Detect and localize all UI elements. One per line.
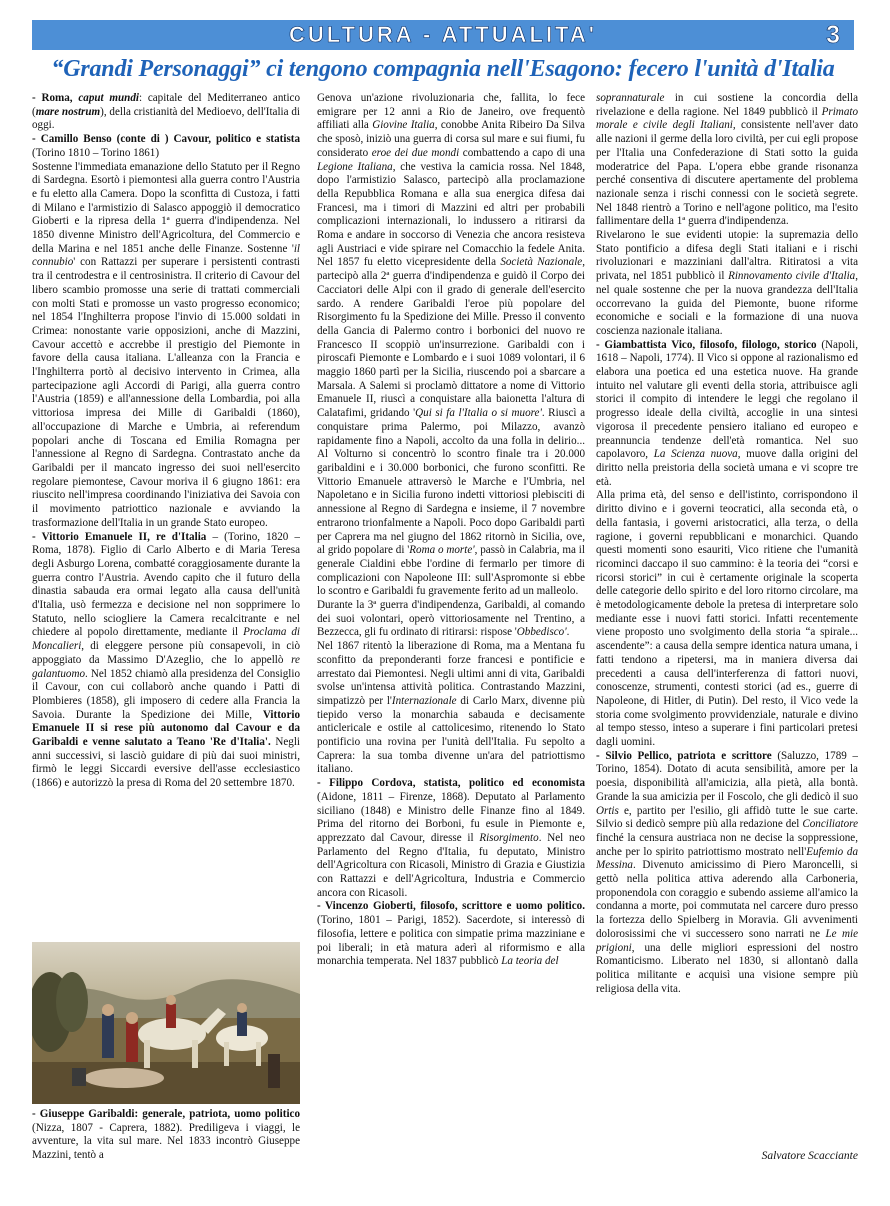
article-headline: “Grandi Personaggi” ci tengono compagnia nell'Esagono: fecero l'unità d'Italia <box>51 56 835 82</box>
gar-eroe: eroe dei due mondi <box>371 146 460 159</box>
roma-heading: - Roma, <box>32 92 73 104</box>
cordova-heading: - Filippo Cordova, statista, politico ed economista <box>317 777 585 790</box>
pellico-body-5: , una delle migliori espressioni del nostro Romanticismo. Liberato nel 1830, si allontanò dalla politica militante e acquisì una visione sempre più religiosa della vita. <box>596 941 858 995</box>
cordova-body-2: . Nel neo Parlamento del Regno d'Italia, fu deputato, Ministro dell'Agricoltura con Ricasoli, Ministro di Grazia e Giustizia con Rattazzi e dell'Agricoltura, Industria e Commercio ancora con Ricasoli. <box>317 831 585 899</box>
vico-body-2: , muove dalla origini del diritto nella preistoria della società umana e vi scopre tre età. <box>596 448 858 488</box>
gar-legione: Legione Italiana <box>317 160 393 173</box>
roma-mare: mare nostrum <box>35 105 101 118</box>
gio-soprannaturale: soprannaturale <box>596 92 665 104</box>
ve-body-1: – (Torino, 1820 – Roma, 1878). Figlio di Carlo Alberto e di Maria Teresa degli Asburgo Lorena, combatté coraggiosamente durante la guerra contro l'Austria. Avendo capito che il futuro della dinastia sabauda era ormai legato alla causa dell'unità d'Italia, usò fermezza e decisione nel non sopprimere lo Statuto, nello sciogliere la Camera recalcitrante e nel chiedere al popolo direttamente, mediante il <box>32 530 300 639</box>
garibaldi-painting-image <box>32 942 300 1104</box>
ve-body-3: . Nel 1852 chiamò alla presidenza del Consiglio il Cavour, con cui collaborò anche quando i Patti di Plombieres (1858), gli imposero di cedere alla Francia la Savoia. Durante la Spedizione dei Mille, <box>32 667 300 721</box>
gioberti-body-1: (Torino, 1801 – Parigi, 1852). Sacerdote, si interessò di filosofia, lettere e politica con simpatie prima mazziniane e poi liberali; in età matura aderì al riformismo e alla monarchia temperata. Nel 1837 pubblicò <box>317 914 585 968</box>
ve-body-4: Negli anni successivi, si lasciò guidare di più dai suoi ministri, firmò le leggi Siccardi eversive dell'asse ecclesiastico (1866) e autorizzò la presa di Roma del 20 settembre 1870. <box>32 736 300 790</box>
vittorio-emanuele-paragraph <box>32 531 300 791</box>
garibaldi-photo <box>32 942 300 1104</box>
garibaldi-paragraph-2 <box>317 599 585 640</box>
column-2 <box>317 92 585 1164</box>
gio-body-4: , nel quale sostenne che per la nuova grandezza dell'Italia occorrevano la guida del Piemonte, buone riforme economiche e sociali e la formazione di una nuova coscienza nazionale italiana. <box>596 270 858 337</box>
section-banner <box>32 20 854 50</box>
garibaldi-paragraph <box>317 92 585 599</box>
vico-scienza: La Scienza nuova <box>653 448 738 461</box>
section-title: CULTURA - ATTUALITA' <box>289 22 597 47</box>
vico-heading: - Giambattista Vico, filosofo, filologo, storico <box>596 338 817 351</box>
gar-body-7: , passò in Calabria, ma il generale Cialdini ebbe l'ordine di fermarlo per timore di complicazioni con Napoleone III: sull'Aspromonte si ebbe lo scontro e Garibaldi fu gravemente ferito ad un malleolo. <box>317 544 585 598</box>
photo-caption <box>32 1108 300 1163</box>
cordova-body-1: (Aidone, 1811 – Firenze, 1868). Deputato al Parlamento siciliano (1848) e Ministro delle Finanze fino al 1849. Prima del ritorno dei Borboni, fu esule in Piemonte e, apprezzato dal Cavour, diresse il <box>317 790 585 844</box>
vico-body-3: Alla prima età, del senso e dell'istinto, corrispondono il diritto divino e i governi teocratici, alla seconda età, o della fantasia, i governi aristocratici, alla terza, o della ragione, i governi repubblicani e monarchici. Quando questi momenti sono esauriti, Vico ritiene che l'umanità ricominci daccapo il suo cammino: è la teoria dei “corsi e ricorsi storici” in cui è certamente originale la scoperta delle categorie dello spirito e del loro ritorno circolare, ma è metodologicamente debole la pretesa di interpretare solo mediante esse i nuovi fatti storici. Infatti recentemente viene proposto uno svolgimento della storia “a spirale... ascendente”: a causa della sempre identica natura umana, i fatti tendono a ripetersi, ma in maniera diversa dai precedenti a causa dell'interferenza di fattori nuovi, conoscenze, strumenti, contesti storici (ad es., guerre di Napoleone, di Hitler, di Putin). Del resto, il Vico vede la storia come svolgimento provvidenziale, naturale e divino al tempo stesso, inteso a superare i fini particolari pretesi dagli uomini. <box>596 489 858 749</box>
ve-galantuomo: re galantuomo <box>32 653 300 680</box>
gar-societa: Società Nazionale <box>500 256 583 269</box>
caption-text: (Nizza, 1807 - Caprera, 1882). Prediligeva i viaggi, le avventure, la vita sul mare. Nel 1833 incontrò Giuseppe Mazzini, tentò a <box>32 1121 300 1162</box>
gioberti-heading: - Vincenzo Gioberti, filosofo, scrittore e uomo politico. <box>317 900 585 913</box>
ve-body-2: , di eleggere persone più consapevoli, in ciò appoggiato da Massimo D'Azeglio, che lo appellò <box>32 640 300 666</box>
gar-body-9: . <box>566 626 570 639</box>
cavour-dates: (Torino 1810 – Torino 1861) <box>32 146 160 159</box>
gar-internazionale: Internazionale <box>391 694 457 707</box>
pellico-body-3: finché la censura austriaca non ne decise la soppressione, anche per lo spirito patriottismo mostrato nell' <box>596 831 858 858</box>
gar-giovine: Giovine Italia <box>372 119 435 132</box>
pellico-conciliatore: Conciliatore <box>802 818 858 831</box>
ve-proclama: Proclama di Moncalieri <box>32 626 300 653</box>
vico-paragraph-2 <box>596 489 858 749</box>
gioberti-continued <box>596 92 858 229</box>
pellico-body-4: . Divenuto amicissimo di Piero Maroncelli, si gettò nella politica attiva aderendo alla Carboneria, proponendola con coraggio e subendo assieme all'amico la condanna a morte, poi commutata nel carcere duro presso la fortezza dello Spielberg in Moravia. Gli avvenimenti dolorosissimi che vi successero sono narrati ne <box>596 859 858 940</box>
vico-paragraph <box>596 339 858 490</box>
pellico-body-1: (Saluzzo, 1789 – Torino, 1854). Dotato di acuta sensibilità, amore per la poesia, disponibilità all'amicizia, alla pietà, alla bontà. Grande la sua amicizia per il Foscolo, che gli dedicò il suo <box>596 749 858 803</box>
pellico-paragraph <box>596 750 858 997</box>
caption-heading: - Giuseppe Garibaldi: generale, patriota, uomo politico <box>32 1108 300 1120</box>
roma-text-1: : capitale del Mediterraneo antico ( <box>32 92 300 118</box>
gioberti-paragraph <box>317 900 585 969</box>
cavour-body-1: Sostenne l'immediata emanazione dello Statuto per il Regno di Sardegna. Esortò i piemontesi alla guerra contro l'Austria e fu eletto alla Camera. Dopo la sconfitta di Custoza, i fatti di Milano e l'armistizio di Salasco appoggiò il democratico Gioberti e la ripresa della 1ª guerra d'indipendenza. Nel 1850 divenne Ministro dell'Agricoltura, del Commercio e della Marina e nel 1851 anche delle Finanze. Sostenne ' <box>32 160 300 255</box>
cavour-body <box>32 161 300 531</box>
garibaldi-paragraph-3 <box>317 640 585 777</box>
cavour-paragraph <box>32 133 300 160</box>
ve-heading: - Vittorio Emanuele II, re d'Italia <box>32 530 207 543</box>
gar-body-8: Durante la 3ª guerra d'indipendenza, Garibaldi, al comando dei suoi volontari, operò vittoriosamente nel Trentino, a Bezzecca, gli fu ordinato di ritirarsi: rispose ' <box>317 599 585 639</box>
gar-body-10: Nel 1867 ritentò la liberazione di Roma, ma a Mentana fu sconfitto da preponderanti forze francesi e pontificie e arrestato dai Piemontesi. Negli ultimi anni di vita, Garibaldi svolse un'intensa attività politica. Contrastando Mazzini, simpatizzò per l' <box>317 640 585 707</box>
gioberti-teoria: La teoria del <box>501 955 559 968</box>
cavour-connubio: il connubio <box>32 242 300 269</box>
gar-qui: Qui si fa l'Italia o si muore' <box>415 407 542 420</box>
gio-body-3: Rivelarono le sue evidenti utopie: la supremazia dello Stato pontificio a difesa degli Stati italiani e i rischi rivoluzionari e mazziniani dall'altra. Ritiratosi a vita privata, nel 1851 pubblicò il <box>596 229 858 283</box>
roma-italic: caput mundi <box>78 92 139 104</box>
pellico-eufemio: Eufemio da Messina <box>596 845 858 872</box>
column-1 <box>32 92 300 932</box>
gar-body-2: , conobbe Anita Ribeiro Da Silva che sposò, iniziò una guerra di corsa sul mare e sui fiumi, fu considerato <box>317 119 585 159</box>
vico-body-1: (Napoli, 1618 – Napoli, 1774). Il Vico si oppone al razionalismo ed elabora una poetica ed una estetica nuove. Ha grande intuito nel valutare gli eventi della storia, attribuisce agli storici il compito di intendere le leggi che regolano il progresso ideale della civiltà, accoglie in una sintesi vigorosa il precedente pensiero italiano ed europeo e preannuncia tendenze dell'età romantica. Nel suo capolavoro, <box>596 338 858 461</box>
cordova-risorgimento: Risorgimento <box>479 831 539 844</box>
gar-body-11: di Carlo Marx, divenne più tiepido verso la monarchia sabauda e decisamente anticlericale e ostile al cattolicesimo, ritenendo lo Stato pontificio una rovina per l'unità dell'Italia. Fu sepolto a Caprera: la sua tomba divenne un'ara del patriottismo italiano. <box>317 694 585 776</box>
gio-rinnovamento: Rinnovamento civile d'Italia <box>728 270 856 283</box>
pellico-heading: - Silvio Pellico, patriota e scrittore <box>596 749 772 762</box>
gar-body-6: . Riuscì a conquistare prima Palermo, poi Milazzo, avanzò rapidamente fino a Napoli, accolto da una folla in delirio... Al Volturno si concentrò lo scontro finale tra i 20.000 garibaldini e i 30.000 borbonici, che furono sconfitti. Re Vittorio Emanuele attraversò le Marche e l'Umbria, nel Napoletano e in Sicilia furono indetti vittoriosi plebisciti di annessione al Regno di Sardegna e insieme, il 7 novembre entrarono trionfalmente a Napoli. Poco dopo Garibaldi partì per Caprera ma nel giugno del 1862 ritornò in Sicilia, ove, al grido popolare di ' <box>317 407 585 557</box>
roma-text-2: ), della cristianità del Medioevo, dell'Italia di oggi. <box>32 105 300 132</box>
column-3 <box>596 92 858 1150</box>
author-signature: Salvatore Scacciante <box>761 1150 858 1162</box>
gar-obbedisco: Obbedisco' <box>516 626 567 639</box>
gar-body-4: , che vestiva la camicia rossa. Nel 1848, dopo l'armistizio Salasco, partecipò alla proclamazione della Repubblica Romana e alla sua energica difesa dai Francesi, ma i timori di Mazzini ed altri per probabili complicazioni internazionali, lo indussero a ritirarsi da Roma e andare in soccorso di Venezia che ancora resisteva agli Austriaci e vide spirare nel Comacchio la fedele Anita. Nel 1857 fu eletto vicepresidente della <box>317 160 585 269</box>
gar-body-1: Genova un'azione rivoluzionaria che, fallita, lo fece emigrare per 12 anni a Rio de Janeiro, ove frequentò affiliati alla <box>317 92 585 132</box>
gio-body-1: in cui sostiene la concordia della rivelazione e della ragione. Nel 1849 pubblicò il <box>596 92 858 118</box>
ve-bold: Vittorio Emanuele II si rese più autonomo dal Cavour e da Garibaldi e venne salutato a Teano 'Re d'Italia'. <box>32 708 300 749</box>
page-number: 3 <box>826 21 840 49</box>
gar-body-5: , partecipò alla 2ª guerra d'indipendenza e guidò il Corpo dei Cacciatori delle Alpi con il grado di generale dell'esercito sardo. A rendere Garibaldi l'eroe più popolare del Risorgimento fu la Spedizione dei Mille. Presso il convento della Gancia di Palermo contro i borbonici del nuovo re Francesco II scoppiò un'insurrezione. Garibaldi con i piroscafi Piemonte e Lombardo e i suoi 1089 volontari, il 6 maggio 1860 partì per la Sicilia, riuscendo poi a sbarcare a Marsala. A Salemi si proclamò dittatore a nome di Vittorio Emanuele II, riuscì a conquistare alla baionetta l'altura di Calatafimi, gridando ' <box>317 256 585 420</box>
gioberti-continued-2 <box>596 229 858 339</box>
cordova-paragraph <box>317 777 585 900</box>
pellico-ortis: Ortis <box>596 804 619 817</box>
gio-body-2: consistente nell'aver dato alle nazioni il germe della loro civiltà, per cui egli propose per l'Italia una Confederazione di Stati sotto la guida moderatrice del Papa. L'opera ebbe grande risonanza perché consentiva di discutere apertamente del problema nazionale senza i rischi connessi con le società segrete. Nel 1848 rientrò a Torino e nell'agone politico, ma l'esito fallimentare della 1ª guerra d'indipendenza. <box>596 119 858 228</box>
gar-body-3: combattendo a capo di una <box>459 146 585 159</box>
pellico-body-2: e, partito per l'esilio, gli affidò tutte le sue carte. Silvio si dedicò sempre più alla redazione del <box>596 804 858 831</box>
gio-primato: Primato morale e civile degli Italiani, <box>596 105 858 132</box>
cavour-body-2: ' con Rattazzi per superare i persistenti contrasti tra il centrodestra e il centrosinistra. Il criterio di Cavour del libero scambio promosse una serie di trattati commerciali con molti Stati e promosse un vasto progresso economico; nel 1854 l'Inghilterra propose l'invio di 15.000 soldati in Crimea: nonostante varie opposizioni, anche di Mazzini, Cavour accettò e accrebbe il prestigio del Piemonte in favore della causa italiana. L'alleanza con la Francia e l'Inghilterra portò al decisivo intervento in Crimea, alla partecipazione agli Accordi di Parigi, alla guerra contro l'Austria (1859) e all'annessione della Lombardia, poi alla vittoriosa impresa dei Mille di Garibaldi (1860), all'occupazione di Marche e Umbria, ai referendum popolari anche di Toscana ed Emilia Romagna per l'annessione al Regno di Sardegna. Contrastato anche da Garibaldi per il mancato ingresso dei suoi nell'esercito regolare piemontese, Cavour moriva il 6 giugno 1861: era riuscito nell'impresa coordinando l'iniziativa dei Savoia con il movimento patriottico nazionale e avviando la trasformazione dell'Italia in un grande Stato europeo. <box>32 256 300 529</box>
roma-paragraph <box>32 92 300 133</box>
pellico-prigioni: Le mie prigioni <box>596 927 858 954</box>
gar-roma-o-morte: Roma o morte' <box>409 544 475 557</box>
cavour-heading: - Camillo Benso (conte di ) Cavour, politico e statista <box>32 133 300 146</box>
